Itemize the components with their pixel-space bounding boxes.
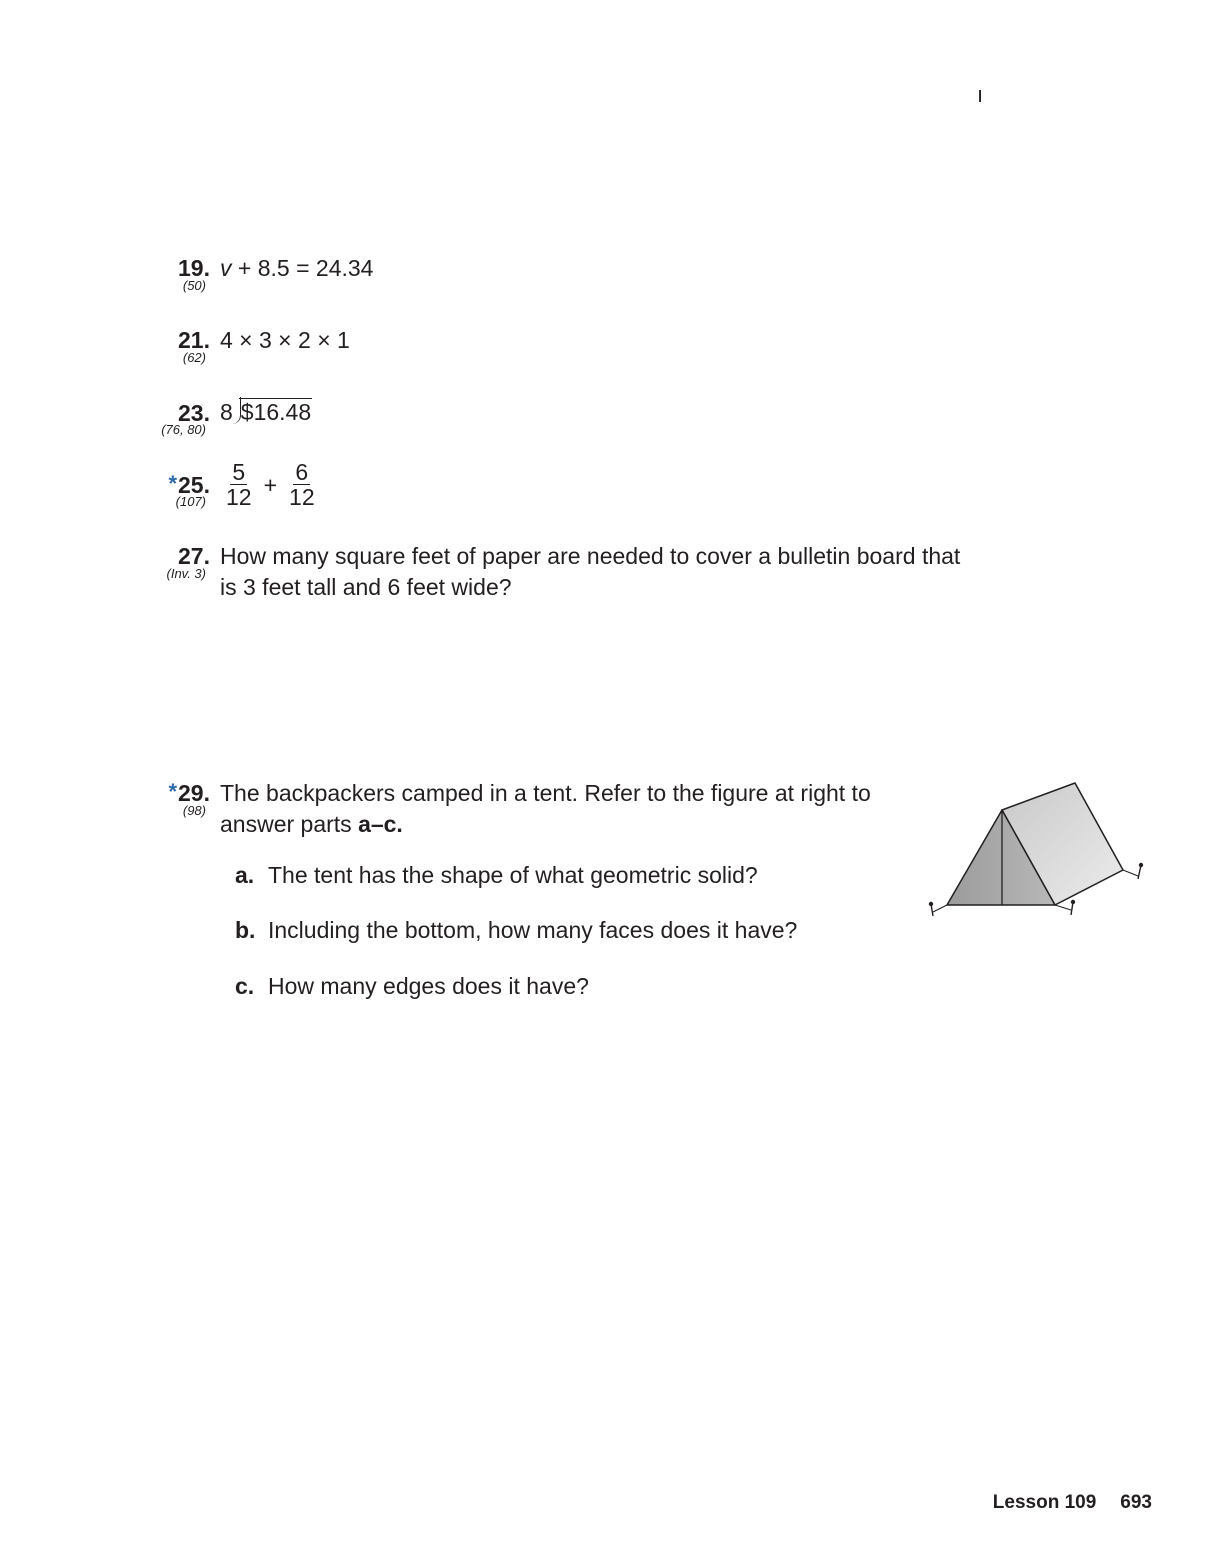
problem-number: 27.	[178, 543, 210, 569]
stake-left-head	[929, 902, 933, 906]
corner-mark: ı	[977, 82, 984, 107]
question-text	[220, 778, 920, 840]
equation	[220, 255, 373, 281]
expression: 4 × 3 × 2 × 1	[220, 327, 350, 353]
lesson-label: Lesson 109	[992, 1492, 1097, 1513]
plus-operator: +	[263, 471, 278, 498]
stake-right-head	[1139, 863, 1143, 867]
fraction-sum	[220, 460, 321, 509]
tent-prism-icon	[925, 778, 1150, 923]
lesson-reference: (50)	[182, 278, 206, 293]
problem-number-text: 25.	[178, 472, 210, 498]
part-text: The tent has the shape of what geometric solid?	[268, 862, 758, 888]
equation-rest: + 8.5 = 24.34	[231, 255, 374, 281]
problem-number: 23.	[178, 400, 210, 426]
problem-number: 21.	[178, 327, 210, 353]
part-letter: b.	[235, 917, 256, 943]
part-a	[235, 862, 758, 888]
numerator: 5	[232, 459, 246, 485]
lesson-reference: (Inv. 3)	[166, 566, 206, 581]
part-c	[235, 973, 589, 999]
stake-mid-head	[1071, 900, 1075, 904]
guy-line-right	[1123, 870, 1138, 876]
variable: v	[220, 255, 232, 281]
question-text-main: The backpackers camped in a tent. Refer to the figure at right to answer parts	[220, 780, 871, 837]
part-text: How many edges does it have?	[268, 973, 589, 999]
problem-number-text: 29.	[178, 780, 210, 806]
part-b	[235, 917, 797, 943]
page-footer	[993, 1492, 1152, 1514]
star-icon: *	[168, 779, 178, 804]
numerator: 6	[295, 459, 309, 485]
lesson-reference: (62)	[182, 350, 206, 365]
divisor: 8	[220, 399, 233, 425]
lesson-reference: (98)	[182, 803, 206, 818]
lesson-reference: (76, 80)	[161, 422, 206, 437]
fraction-1	[224, 460, 254, 509]
guy-line-left	[933, 905, 947, 912]
part-text: Including the bottom, how many faces does it have?	[268, 917, 798, 943]
question-text-bold: a–c.	[358, 811, 403, 837]
guy-line-mid	[1055, 905, 1071, 910]
lesson-reference: (107)	[175, 494, 206, 509]
fraction-2	[287, 460, 317, 509]
part-letter: a.	[235, 862, 255, 888]
part-letter: c.	[235, 973, 255, 999]
star-icon: *	[168, 471, 178, 496]
denominator: 12	[226, 484, 252, 510]
question-text: How many square feet of paper are needed to cover a bulletin board that is 3 feet tall and 6 feet wide?	[220, 543, 961, 600]
problem-number: 19.	[178, 255, 210, 281]
denominator: 12	[289, 484, 315, 510]
long-division	[220, 398, 312, 425]
page-number: 693	[1120, 1492, 1152, 1513]
dividend: $16.48	[240, 399, 312, 425]
